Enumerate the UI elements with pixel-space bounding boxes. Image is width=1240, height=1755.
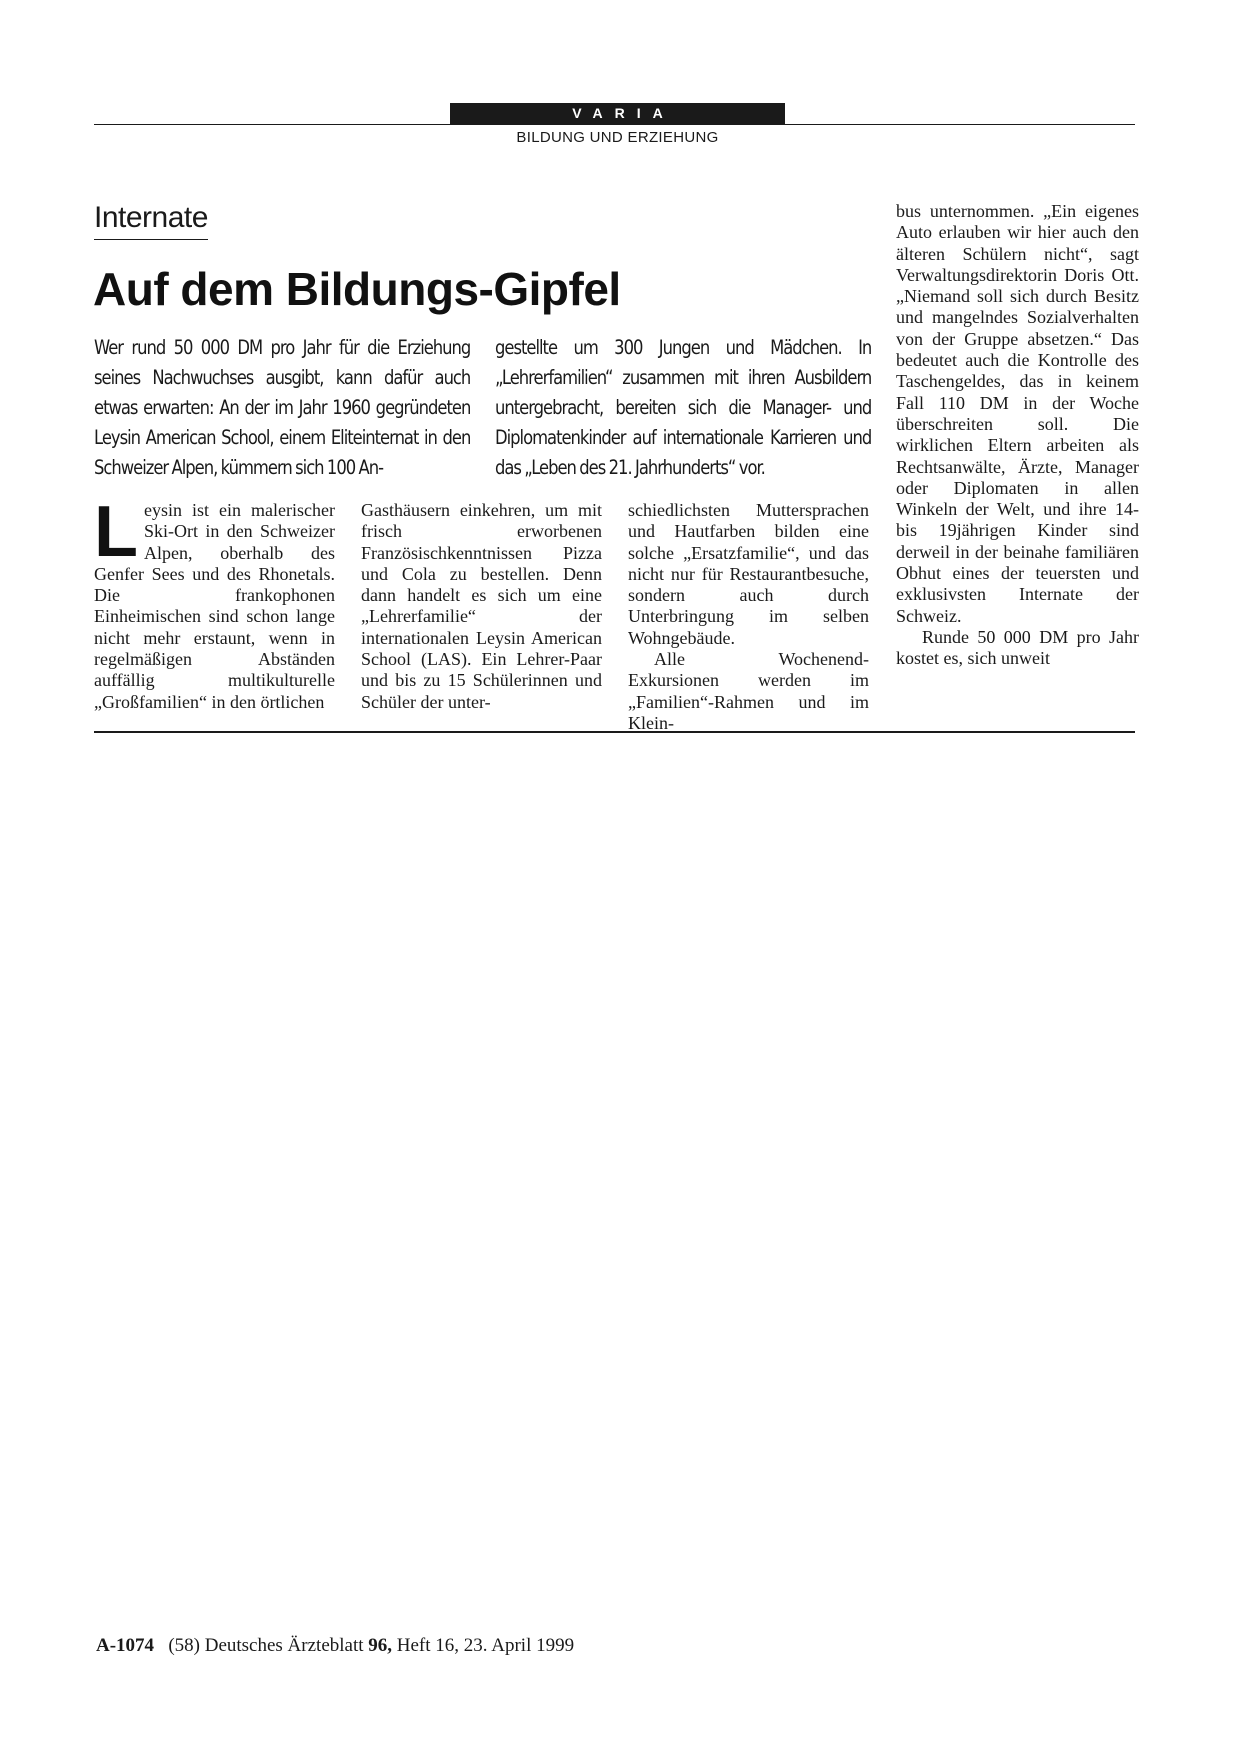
- body-col4-paragraph-1: bus unternommen. „Ein eigenes Auto erlauben wir hier auch den älteren Schülern nicht“, sagt Verwaltungsdirektorin Doris Ott. „Niemand soll sich durch Besitz und mangelndes Sozialverhalten von der Gruppe absetzen.“ Das bedeutet auch die Kontrolle des Taschengeldes, das in keinem Fall 110 DM in der Woche überschreiten soll. Die wirklichen Eltern arbeiten als Rechtsanwälte, Ärzte, Manager oder Diplomaten in allen Winkeln der Welt, und ihre 14- bis 19jährigen Kinder sind derweil in der beinahe familiären Obhut eines der teuersten und exklusivsten Internate der Schweiz.: [896, 201, 1139, 626]
- body-col3-paragraph-2: Alle Wochenend-Exkursionen werden im „Familien“-Rahmen und im Klein-: [628, 649, 869, 733]
- article-kicker: Internate: [94, 200, 208, 240]
- body-column-3: [628, 500, 869, 734]
- volume-number: 96,: [368, 1635, 393, 1656]
- article-lead-col1: Wer rund 50 000 DM pro Jahr für die Erziehung seines Nachwuchses ausgibt, kann dafür auch etwas erwarten: An der im Jahr 1960 gegründeten Leysin American School, einem Eliteinternat in den Schweizer Alpen, kümmern sich 100 An-: [94, 336, 471, 479]
- body-col4-paragraph-2: Runde 50 000 DM pro Jahr kostet es, sich unweit: [896, 626, 1139, 669]
- article-headline: Auf dem Bildungs-Gipfel: [93, 263, 621, 315]
- page-code: A-1074: [96, 1635, 155, 1656]
- body-column-1: [94, 492, 335, 713]
- body-col2-text: Gasthäusern einkehren, um mit frisch erworbenen Französischkenntnissen Pizza und Cola zu bestellen. Denn dann handelt es sich um eine „Lehrerfamilie“ der internationalen Leysin American School (LAS). Ein Lehrer-Paar und bis zu 15 Schülerinnen und Schüler der unter-: [361, 500, 602, 712]
- section-title: BILDUNG UND ERZIEHUNG: [516, 129, 719, 146]
- issue-date: Heft 16, 23. April 1999: [396, 1635, 575, 1656]
- body-col1-text: eysin ist ein malerischer Ski-Ort in den Schweizer Alpen, oberhalb des Genfer Sees und des Rhonetals. Die frankophonen Einheimischen sind schon lange nicht mehr erstaunt, wenn in regelmäßigen Abständen auffällig multikulturelle „Großfamilien“ in den örtlichen: [94, 500, 335, 712]
- body-column-2: [361, 500, 602, 713]
- article-end-rule: [94, 731, 1135, 733]
- body-column-4: [896, 201, 1139, 670]
- page-number: (58): [168, 1635, 200, 1656]
- body-col3-paragraph-1: schiedlichsten Muttersprachen und Hautfarben bilden eine solche „Ersatzfamilie“, und das nicht nur für Restaurantbesuche, sondern auch durch Unterbringung im selben Wohngebäude.: [628, 500, 869, 648]
- page-footer: [96, 1635, 574, 1657]
- section-bar: VARIA: [450, 103, 785, 124]
- article-lead-col2: gestellte um 300 Jungen und Mädchen. In „Lehrerfamilien“ zusammen mit ihren Ausbildern untergebracht, bereiten sich die Manager- und Diplomatenkinder auf internationale Karrieren und das „Leben des 21. Jahrhunderts“ vor.: [495, 336, 872, 479]
- journal-name: Deutsches Ärzteblatt: [204, 1635, 364, 1656]
- drop-cap: L: [94, 492, 138, 572]
- header-rule: [94, 124, 1135, 125]
